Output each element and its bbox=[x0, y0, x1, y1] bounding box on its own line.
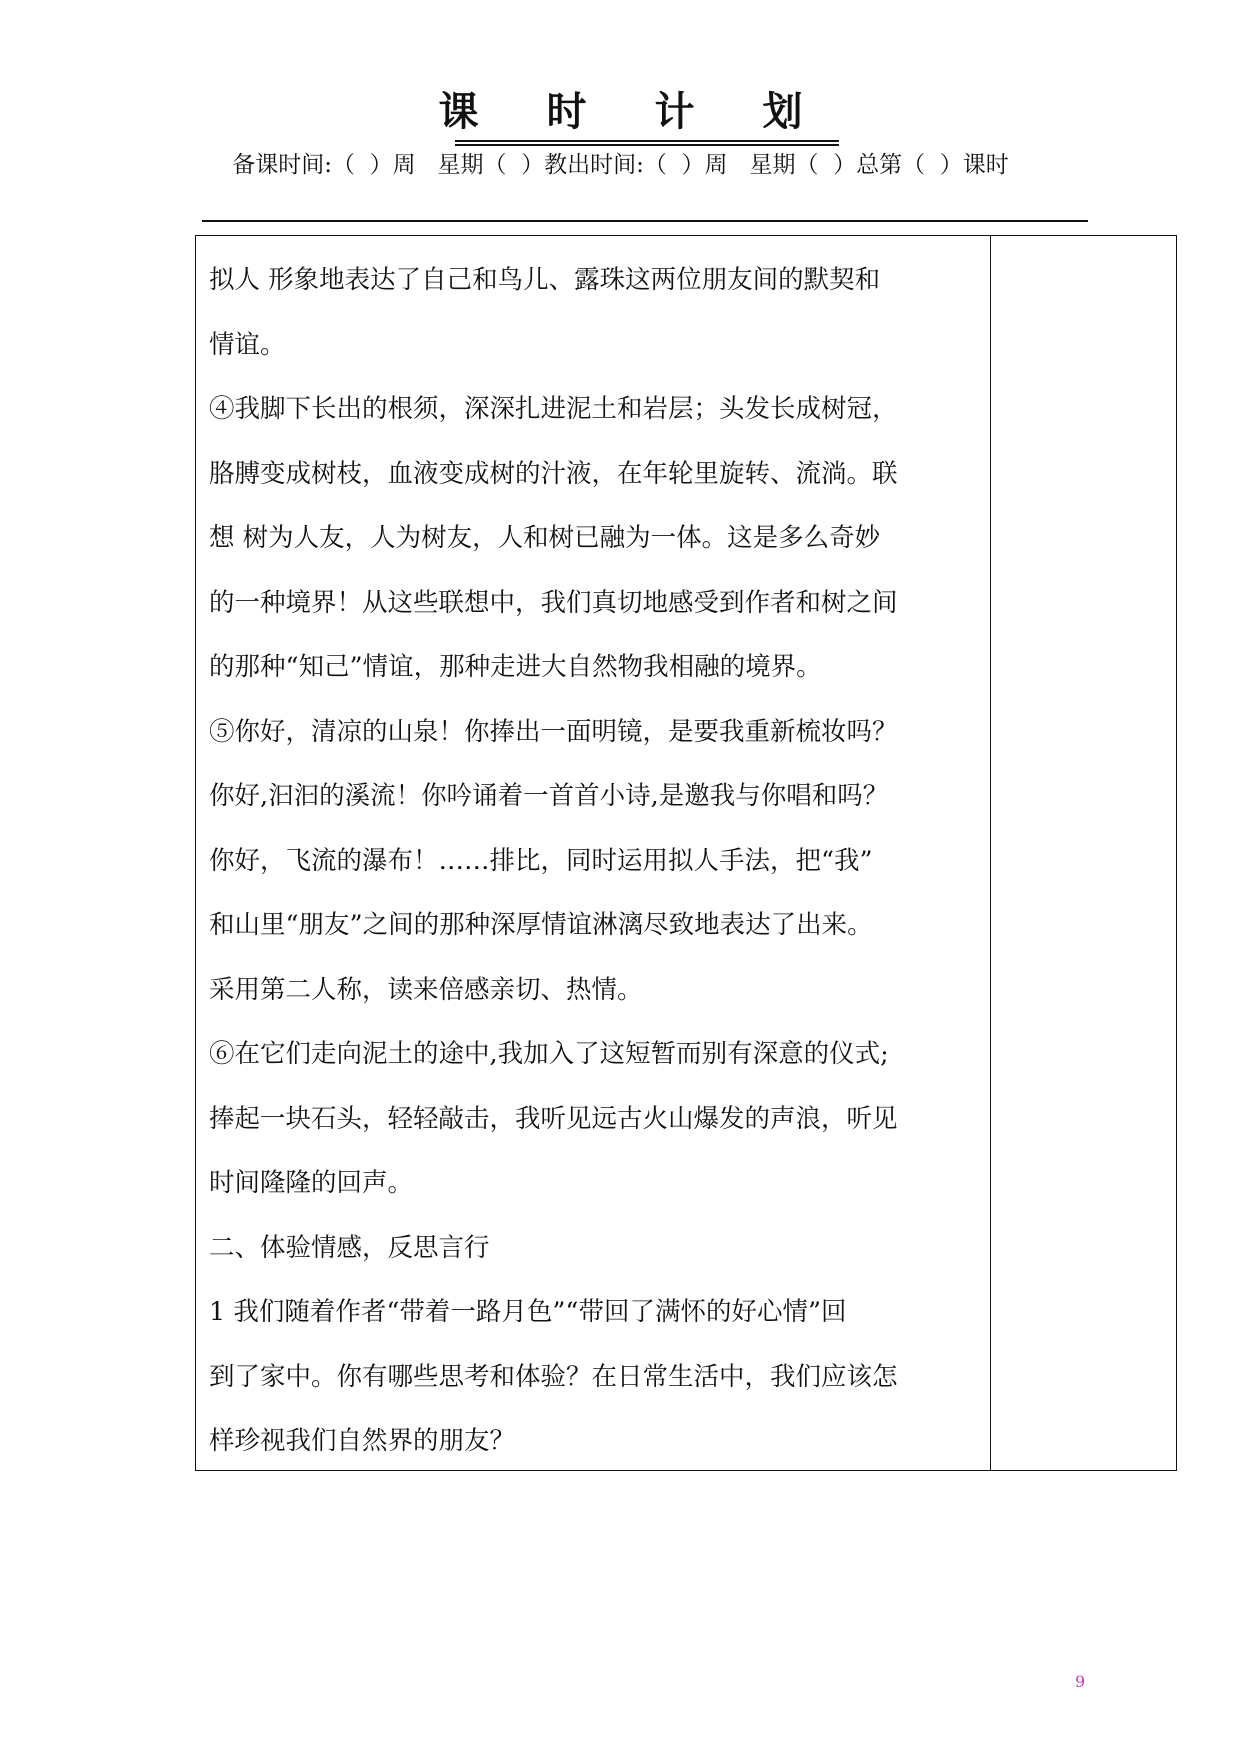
content-line: 时间隆隆的回声。 bbox=[209, 1168, 414, 1198]
content-line: 1 我们随着作者“带着一路月色”“带回了满怀的好心情”回 bbox=[209, 1297, 847, 1327]
content-line: 拟人 形象地表达了自己和鸟儿、露珠这两位朋友间的默契和 bbox=[209, 265, 881, 295]
content-line: 和山里“朋友”之间的那种深厚情谊淋漓尽致地表达了出来。 bbox=[209, 910, 873, 940]
content-line: 的一种境界！从这些联想中，我们真切地感受到作者和树之间 bbox=[209, 587, 898, 618]
title-underline-bottom bbox=[455, 144, 839, 146]
content-cell bbox=[196, 236, 991, 1470]
content-line: 情谊。 bbox=[209, 329, 286, 360]
content-line: 到了家中。你有哪些思考和体验？在日常生活中，我们应该怎 bbox=[209, 1361, 898, 1392]
content-line: ④我脚下长出的根须，深深扎进泥土和岩层；头发长成树冠， bbox=[209, 394, 898, 424]
content-line: 胳膊变成树枝，血液变成树的汁液，在年轮里旋转、流淌。联 bbox=[209, 458, 898, 489]
content-line: 想 树为人友，人为树友，人和树已融为一体。这是多么奇妙 bbox=[209, 523, 881, 553]
lesson-table bbox=[195, 235, 1177, 1471]
content-line: 你好，飞流的瀑布！……排比，同时运用拟人手法，把“我” bbox=[209, 845, 873, 876]
content-line: 采用第二人称，读来倍感亲切、热情。 bbox=[209, 974, 643, 1005]
title-underline-top bbox=[455, 140, 839, 142]
notes-cell bbox=[991, 236, 1176, 1470]
content-line: ⑤你好，清凉的山泉！你捧出一面明镜，是要我重新梳妆吗？ bbox=[209, 716, 898, 747]
header-rule bbox=[202, 220, 1088, 222]
schedule-line: 备课时间:（ ）周 星期（ ）教出时间:（ ）周 星期（ ）总第（ ）课时 bbox=[232, 152, 1009, 178]
page-number: 9 bbox=[1075, 1672, 1086, 1691]
content-line: 的那种“知己”情谊，那种走进大自然物我相融的境界。 bbox=[209, 652, 822, 682]
section-heading: 二、体验情感，反思言行 bbox=[209, 1232, 490, 1263]
content-line: ⑥在它们走向泥土的途中,我加入了这短暂而别有深意的仪式; bbox=[209, 1039, 889, 1069]
content-line: 你好,汩汩的溪流！你吟诵着一首首小诗,是邀我与你唱和吗？ bbox=[209, 781, 889, 811]
content-line: 样珍视我们自然界的朋友？ bbox=[209, 1426, 516, 1456]
content-line: 捧起一块石头，轻轻敲击，我听见远古火山爆发的声浪，听见 bbox=[209, 1103, 898, 1134]
page-title: 课时计划 bbox=[438, 89, 871, 135]
